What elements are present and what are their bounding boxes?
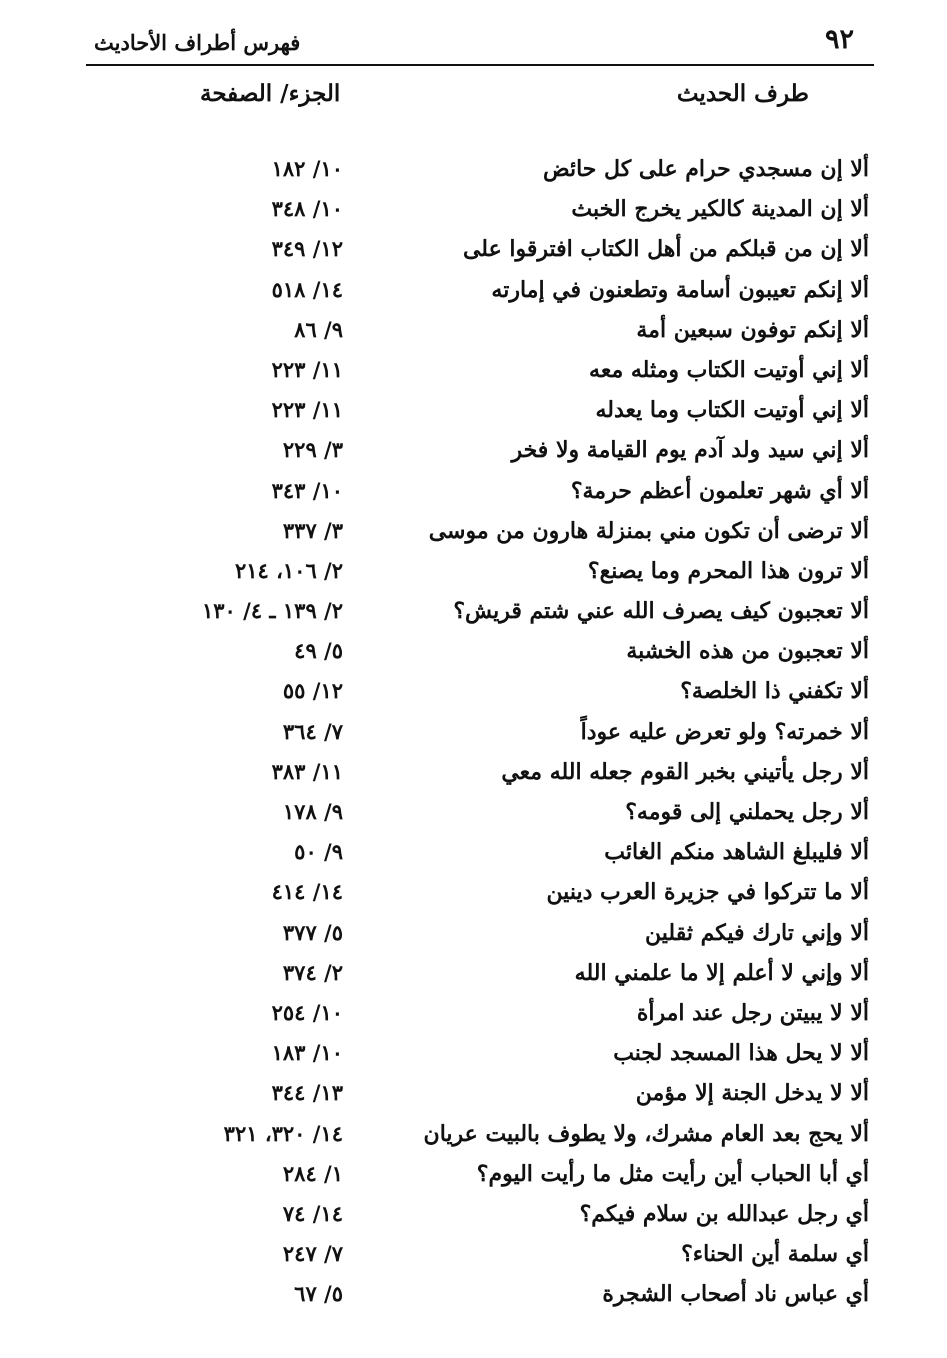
index-entry bbox=[0, 674, 947, 714]
hadith-text: ألا يحج بعد العام مشرك، ولا يطوف بالبيت عريان bbox=[423, 1120, 869, 1147]
index-entry bbox=[0, 835, 947, 875]
volume-page-ref: ١١/ ٣٨٣ bbox=[271, 758, 343, 784]
hadith-text: أي أبا الحباب أين رأيت مثل ما رأيت اليوم؟ bbox=[476, 1160, 869, 1187]
index-entry bbox=[0, 1237, 947, 1277]
volume-page-ref: ٩/ ١٧٨ bbox=[282, 799, 343, 824]
hadith-text: ألا إني سيد ولد آدم يوم القيامة ولا فخر bbox=[511, 437, 869, 464]
index-entry bbox=[0, 875, 947, 915]
index-entry bbox=[0, 916, 947, 956]
hadith-text: ألا خمرته؟ ولو تعرض عليه عوداً bbox=[580, 718, 869, 745]
volume-page-ref: ١٠/ ١٨٢ bbox=[271, 156, 343, 181]
volume-page-ref: ١١/ ٢٢٣ bbox=[271, 356, 343, 382]
hadith-text: ألا لا يدخل الجنة إلا مؤمن bbox=[635, 1080, 869, 1107]
index-entry bbox=[0, 393, 947, 433]
hadith-index-list bbox=[0, 152, 947, 1317]
index-entry bbox=[0, 634, 947, 674]
volume-page-ref: ١٤/ ٥١٨ bbox=[271, 276, 343, 302]
hadith-text: ألا تعجبون كيف يصرف الله عني شتم قريش؟ bbox=[453, 598, 869, 625]
volume-page-ref: ١٤/ ٧٤ bbox=[282, 1200, 343, 1226]
hadith-text: ألا فليبلغ الشاهد منكم الغائب bbox=[604, 839, 869, 866]
index-entry bbox=[0, 594, 947, 634]
hadith-text: أي سلمة أين الحناء؟ bbox=[681, 1241, 869, 1268]
hadith-text: ألا وإني لا أعلم إلا ما علمني الله bbox=[574, 959, 869, 986]
volume-page-ref: ١٤/ ٣٢٠، ٣٢١ bbox=[223, 1120, 343, 1146]
volume-page-ref: ٣/ ٢٢٩ bbox=[282, 437, 343, 463]
index-entry bbox=[0, 795, 947, 835]
index-entry bbox=[0, 273, 947, 313]
index-entry bbox=[0, 192, 947, 232]
hadith-text: ألا إن من قبلكم من أهل الكتاب افترقوا على bbox=[462, 236, 869, 263]
volume-page-ref: ٧/ ٣٦٤ bbox=[282, 718, 343, 744]
index-entry bbox=[0, 1197, 947, 1237]
volume-page-ref: ٥/ ٣٧٧ bbox=[282, 919, 343, 945]
hadith-text: ألا لا يحل هذا المسجد لجنب bbox=[613, 1040, 869, 1067]
volume-page-ref: ٢/ ١٠٦، ٢١٤ bbox=[234, 557, 343, 583]
index-entry bbox=[0, 554, 947, 594]
header-divider bbox=[86, 64, 874, 66]
volume-page-ref: ١/ ٢٨٤ bbox=[282, 1160, 343, 1186]
index-entry bbox=[0, 715, 947, 755]
hadith-text: ألا إنكم توفون سبعين أمة bbox=[636, 316, 869, 343]
hadith-text: ألا ترضى أن تكون مني بمنزلة هارون من موسى bbox=[428, 517, 869, 544]
volume-page-ref: ٧/ ٢٤٧ bbox=[282, 1241, 343, 1267]
index-entry bbox=[0, 313, 947, 353]
hadith-text: ألا ما تتركوا في جزيرة العرب دينين bbox=[546, 879, 869, 906]
volume-page-ref: ٢/ ٣٧٤ bbox=[282, 959, 343, 985]
hadith-text: ألا إني أوتيت الكتاب وما يعدله bbox=[595, 397, 869, 424]
volume-page-ref: ١٠/ ٢٥٤ bbox=[271, 999, 343, 1025]
index-entry bbox=[0, 514, 947, 554]
index-entry bbox=[0, 996, 947, 1036]
hadith-text: ألا رجل يحملني إلى قومه؟ bbox=[625, 799, 869, 825]
index-entry bbox=[0, 232, 947, 272]
hadith-text: ألا إن مسجدي حرام على كل حائض bbox=[543, 156, 869, 182]
index-entry bbox=[0, 1277, 947, 1317]
volume-page-ref: ١٣/ ٣٤٤ bbox=[271, 1080, 343, 1106]
hadith-text: ألا تعجبون من هذه الخشبة bbox=[626, 638, 869, 665]
running-title: فهرس أطراف الأحاديث bbox=[94, 30, 301, 55]
column-headers bbox=[0, 76, 947, 116]
hadith-text: ألا لا يبيتن رجل عند امرأة bbox=[636, 999, 869, 1026]
hadith-text: ألا إن المدينة كالكير يخرج الخبث bbox=[571, 196, 869, 223]
volume-page-ref: ٩/ ٥٠ bbox=[294, 839, 343, 865]
volume-page-ref: ٩/ ٨٦ bbox=[294, 316, 343, 342]
volume-page-ref: ١٢/ ٥٥ bbox=[282, 678, 343, 704]
volume-page-ref: ٣/ ٣٣٧ bbox=[282, 517, 343, 543]
volume-page-ref: ١٠/ ٣٤٣ bbox=[271, 477, 343, 503]
hadith-text: ألا تكفني ذا الخلصة؟ bbox=[680, 678, 869, 705]
volume-page-ref: ٥/ ٤٩ bbox=[294, 638, 343, 664]
index-entry bbox=[0, 1157, 947, 1197]
index-entry bbox=[0, 1117, 947, 1157]
page-number: ٩٢ bbox=[824, 24, 854, 55]
index-entry bbox=[0, 755, 947, 795]
hadith-text: ألا رجل يأتيني بخبر القوم جعله الله معي bbox=[501, 758, 869, 785]
running-header bbox=[88, 22, 872, 62]
volume-page-ref: ١٢/ ٣٤٩ bbox=[271, 236, 343, 262]
volume-page-ref: ٢/ ١٣٩ ـ ٤/ ١٣٠ bbox=[202, 598, 343, 624]
index-entry bbox=[0, 1036, 947, 1076]
hadith-text: ألا إنكم تعيبون أسامة وتطعنون في إمارته bbox=[491, 276, 869, 303]
column-header-reference: الجزء/ الصفحة bbox=[200, 80, 341, 107]
hadith-text: ألا ترون هذا المحرم وما يصنع؟ bbox=[587, 557, 869, 584]
hadith-text: ألا إني أوتيت الكتاب ومثله معه bbox=[589, 356, 869, 383]
hadith-text: أي رجل عبدالله بن سلام فيكم؟ bbox=[579, 1200, 869, 1227]
column-header-hadith: طرف الحديث bbox=[676, 80, 809, 107]
index-entry bbox=[0, 433, 947, 473]
index-entry bbox=[0, 956, 947, 996]
volume-page-ref: ١٤/ ٤١٤ bbox=[271, 879, 343, 905]
volume-page-ref: ١٠/ ٣٤٨ bbox=[271, 196, 343, 222]
hadith-text: ألا أي شهر تعلمون أعظم حرمة؟ bbox=[570, 477, 869, 504]
volume-page-ref: ٥/ ٦٧ bbox=[294, 1281, 343, 1307]
hadith-text: أي عباس ناد أصحاب الشجرة bbox=[602, 1281, 869, 1308]
index-entry bbox=[0, 353, 947, 393]
index-entry bbox=[0, 474, 947, 514]
volume-page-ref: ١٠/ ١٨٣ bbox=[271, 1040, 343, 1066]
hadith-text: ألا وإني تارك فيكم ثقلين bbox=[645, 919, 869, 946]
index-entry bbox=[0, 1076, 947, 1116]
volume-page-ref: ١١/ ٢٢٣ bbox=[271, 397, 343, 423]
index-entry bbox=[0, 152, 947, 192]
